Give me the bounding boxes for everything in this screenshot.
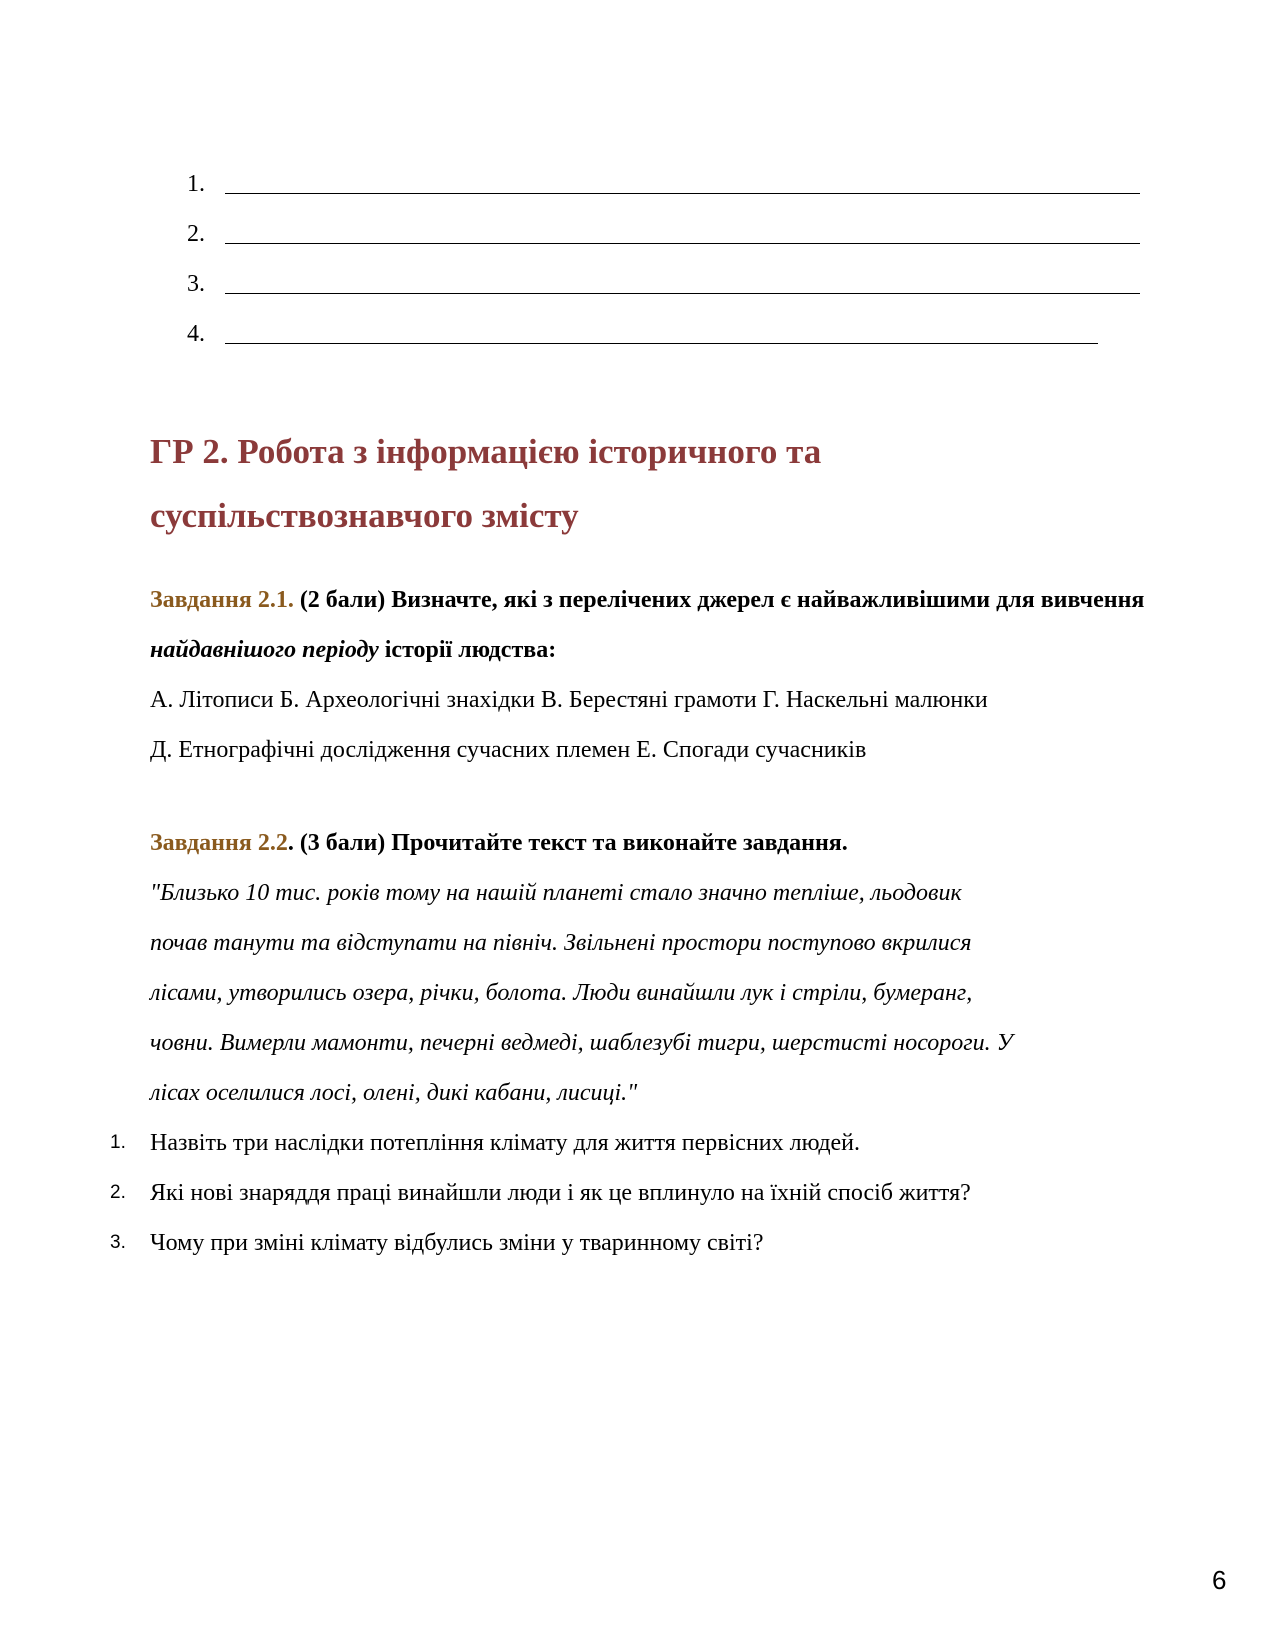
question-text: Чому при зміні клімату відбулись зміни у тваринному світі? [150,1230,764,1256]
answer-line [187,198,1187,248]
quote-line: човни. Вимерли мамонти, печерні ведмеді, шаблезубі тигри, шерстисті носороги. У [150,1030,1013,1056]
section-title-line2: суспільствознавчого змісту [150,496,579,535]
quote-line: лісах оселилися лосі, олені, дикі кабани, лисиці." [150,1080,638,1106]
task-2-2-label: Завдання 2.2 [150,830,288,856]
page-number: 6 [1212,1565,1227,1595]
task-2-1-prompt-emphasis: найдавнішого періоду [150,637,379,663]
task-2-2-prompt [150,818,1230,868]
task-2-2-prompt-text: . (3 бали) Прочитайте текст та виконайте завдання. [287,830,848,856]
answer-lines [187,148,1187,348]
answer-blank[interactable] [225,217,1140,244]
answer-line-number: 4. [187,321,205,347]
question-text: Назвіть три наслідки потепління клімату для життя первісних людей. [150,1130,861,1156]
answer-line-number: 1. [187,171,205,197]
options-line: А. Літописи Б. Археологічні знахідки В. Берестяні грамоти Г. Наскельні малюнки [150,687,988,713]
task-2-2-questions [110,1118,1210,1268]
quote-line: лісами, утворились озера, річки, болота. Люди винайшли лук і стріли, бумеранг, [150,980,973,1006]
answer-line-number: 3. [187,271,205,297]
answer-blank[interactable] [225,267,1140,294]
options-line: Д. Етнографічні дослідження сучасних племен Е. Спогади сучасників [150,737,867,763]
section-title-line1: ГР 2. Робота з інформацією історичного та [150,432,822,471]
answer-line [187,248,1187,298]
task-2-1-options [150,675,1230,775]
quote-line: "Близько 10 тис. років тому на нашій планеті стало значно тепліше, льодовик [150,880,962,906]
answer-blank[interactable] [225,317,1098,344]
task-2-1-prompt-end: історії людства: [378,637,557,663]
answer-line-number: 2. [187,221,205,247]
task-2-1-label: Завдання 2.1. [150,587,294,613]
question-item [110,1168,1210,1218]
answer-line [187,148,1187,198]
question-number: 3. [110,1232,126,1253]
section-title [150,420,1130,548]
answer-line [187,298,1187,348]
question-item [110,1118,1210,1168]
task-2-2-quote [150,868,1230,1118]
task-2-2 [150,818,1230,1118]
answer-blank[interactable] [225,167,1140,194]
question-item [110,1218,1210,1268]
question-number: 1. [110,1132,126,1153]
quote-line: почав танути та відступати на північ. Звільнені простори поступово вкрилися [150,930,972,956]
question-text: Які нові знаряддя праці винайшли люди і як це вплинуло на їхній спосіб життя? [150,1180,971,1206]
task-2-1 [150,575,1230,775]
task-2-1-prompt-start: (2 бали) Визначте, які з перелічених джерел є найважливішими для вивчення [293,587,1145,613]
question-number: 2. [110,1182,126,1203]
task-2-1-prompt [150,575,1230,675]
